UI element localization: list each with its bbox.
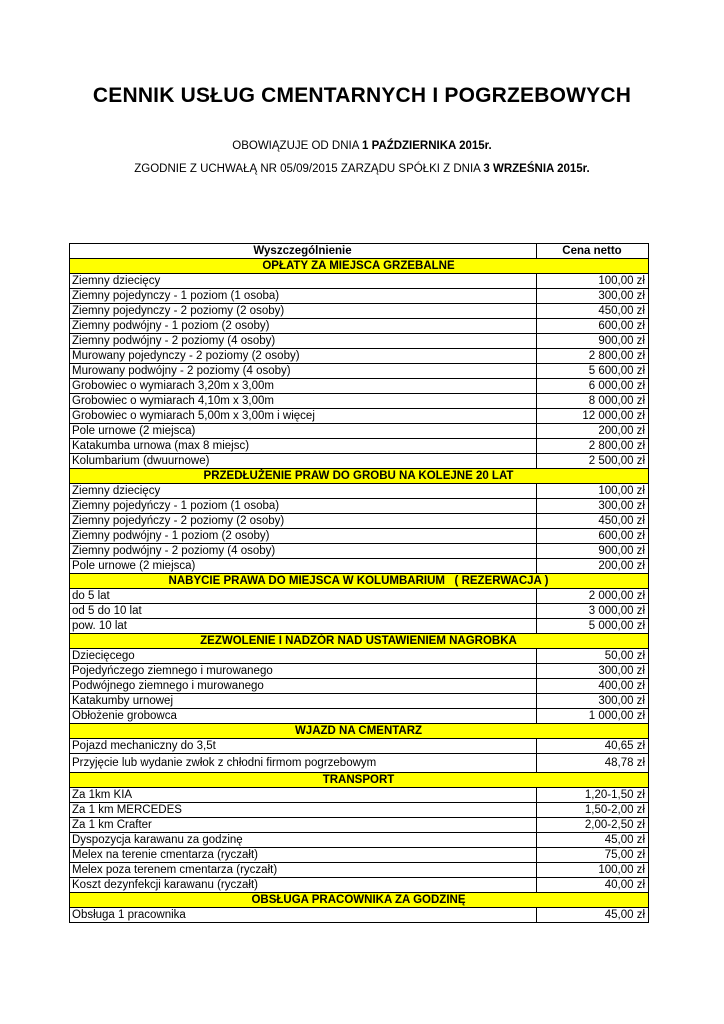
service-name-cell: Katakumba urnowa (max 8 miejsc) bbox=[70, 439, 537, 454]
table-row bbox=[70, 848, 649, 863]
section-header-row bbox=[70, 893, 649, 908]
table-row bbox=[70, 604, 649, 619]
section-header-row bbox=[70, 259, 649, 274]
service-name-cell: Ziemny pojedynczy - 2 poziomy (2 osoby) bbox=[70, 304, 537, 319]
service-name-cell: Przyjęcie lub wydanie zwłok z chłodni firmom pogrzebowym bbox=[70, 754, 537, 773]
service-name-cell: Grobowiec o wymiarach 4,10m x 3,00m bbox=[70, 394, 537, 409]
price-cell: 8 000,00 zł bbox=[537, 394, 649, 409]
service-name-cell: Ziemny dziecięcy bbox=[70, 274, 537, 289]
effective-date-prefix: OBOWIĄZUJE OD DNIA bbox=[232, 140, 362, 152]
price-cell: 12 000,00 zł bbox=[537, 409, 649, 424]
section-title: NABYCIE PRAWA DO MIEJSCA W KOLUMBARIUM ( REZERWACJA ) bbox=[70, 574, 649, 589]
table-row bbox=[70, 818, 649, 833]
price-cell: 2 000,00 zł bbox=[537, 589, 649, 604]
service-name-cell: Ziemny podwójny - 1 poziom (2 osoby) bbox=[70, 319, 537, 334]
service-name-cell: Pole urnowe (2 miejsca) bbox=[70, 559, 537, 574]
service-name-cell: Za 1 km Crafter bbox=[70, 818, 537, 833]
price-cell: 600,00 zł bbox=[537, 319, 649, 334]
table-row bbox=[70, 878, 649, 893]
price-cell: 400,00 zł bbox=[537, 679, 649, 694]
service-name-cell: Ziemny podwójny - 2 poziomy (4 osoby) bbox=[70, 334, 537, 349]
price-cell: 5 000,00 zł bbox=[537, 619, 649, 634]
service-name-cell: Grobowiec o wymiarach 5,00m x 3,00m i więcej bbox=[70, 409, 537, 424]
effective-date-line bbox=[0, 140, 724, 152]
service-name-cell: Ziemny dziecięcy bbox=[70, 484, 537, 499]
resolution-prefix: ZGODNIE Z UCHWAŁĄ NR 05/09/2015 ZARZĄDU SPÓŁKI Z DNIA bbox=[134, 163, 484, 175]
section-title: TRANSPORT bbox=[70, 773, 649, 788]
price-cell: 200,00 zł bbox=[537, 424, 649, 439]
service-name-cell: Ziemny podwójny - 2 poziomy (4 osoby) bbox=[70, 544, 537, 559]
table-row bbox=[70, 529, 649, 544]
table-row bbox=[70, 863, 649, 878]
table-row bbox=[70, 484, 649, 499]
section-title: OBSŁUGA PRACOWNIKA ZA GODZINĘ bbox=[70, 893, 649, 908]
service-name-cell: Ziemny pojedyńczy - 1 poziom (1 osoba) bbox=[70, 499, 537, 514]
table-row bbox=[70, 754, 649, 773]
price-cell: 100,00 zł bbox=[537, 274, 649, 289]
price-cell: 450,00 zł bbox=[537, 514, 649, 529]
table-row bbox=[70, 739, 649, 754]
service-name-cell: Ziemny pojedyńczy - 2 poziomy (2 osoby) bbox=[70, 514, 537, 529]
table-row bbox=[70, 619, 649, 634]
price-cell: 45,00 zł bbox=[537, 908, 649, 923]
table-row bbox=[70, 304, 649, 319]
table-row bbox=[70, 499, 649, 514]
table-row bbox=[70, 664, 649, 679]
table-row bbox=[70, 788, 649, 803]
section-title: ZEZWOLENIE I NADZÓR NAD USTAWIENIEM NAGROBKA bbox=[70, 634, 649, 649]
table-row bbox=[70, 709, 649, 724]
table-row bbox=[70, 379, 649, 394]
table-row bbox=[70, 409, 649, 424]
table-header-row bbox=[70, 244, 649, 259]
column-header-price: Cena netto bbox=[537, 244, 649, 259]
price-cell: 600,00 zł bbox=[537, 529, 649, 544]
price-cell: 300,00 zł bbox=[537, 289, 649, 304]
service-name-cell: Melex na terenie cmentarza (ryczałt) bbox=[70, 848, 537, 863]
price-cell: 900,00 zł bbox=[537, 334, 649, 349]
service-name-cell: od 5 do 10 lat bbox=[70, 604, 537, 619]
table-row bbox=[70, 833, 649, 848]
table-row bbox=[70, 649, 649, 664]
table-row bbox=[70, 544, 649, 559]
price-cell: 200,00 zł bbox=[537, 559, 649, 574]
price-cell: 48,78 zł bbox=[537, 754, 649, 773]
price-cell: 1 000,00 zł bbox=[537, 709, 649, 724]
price-cell: 1,50-2,00 zł bbox=[537, 803, 649, 818]
section-title: PRZEDŁUŻENIE PRAW DO GROBU NA KOLEJNE 20 LAT bbox=[70, 469, 649, 484]
table-row bbox=[70, 349, 649, 364]
price-cell: 1,20-1,50 zł bbox=[537, 788, 649, 803]
price-cell: 100,00 zł bbox=[537, 484, 649, 499]
section-title: OPŁATY ZA MIEJSCA GRZEBALNE bbox=[70, 259, 649, 274]
price-cell: 6 000,00 zł bbox=[537, 379, 649, 394]
table-row bbox=[70, 589, 649, 604]
price-cell: 75,00 zł bbox=[537, 848, 649, 863]
section-header-row bbox=[70, 634, 649, 649]
service-name-cell: Za 1 km MERCEDES bbox=[70, 803, 537, 818]
section-header-row bbox=[70, 574, 649, 589]
service-name-cell: Koszt dezynfekcji karawanu (ryczałt) bbox=[70, 878, 537, 893]
service-name-cell: Pole urnowe (2 miejsca) bbox=[70, 424, 537, 439]
service-name-cell: Ziemny podwójny - 1 poziom (2 osoby) bbox=[70, 529, 537, 544]
service-name-cell: Katakumby urnowej bbox=[70, 694, 537, 709]
column-header-item: Wyszczególnienie bbox=[70, 244, 537, 259]
service-name-cell: Ziemny pojedynczy - 1 poziom (1 osoba) bbox=[70, 289, 537, 304]
price-cell: 100,00 zł bbox=[537, 863, 649, 878]
table-row bbox=[70, 274, 649, 289]
price-cell: 450,00 zł bbox=[537, 304, 649, 319]
price-table bbox=[69, 243, 649, 923]
service-name-cell: Pojedyńczego ziemnego i murowanego bbox=[70, 664, 537, 679]
price-table-body bbox=[70, 244, 649, 923]
section-header-row bbox=[70, 724, 649, 739]
price-cell: 300,00 zł bbox=[537, 499, 649, 514]
section-header-row bbox=[70, 469, 649, 484]
table-row bbox=[70, 289, 649, 304]
table-row bbox=[70, 679, 649, 694]
price-cell: 50,00 zł bbox=[537, 649, 649, 664]
service-name-cell: Obsługa 1 pracownika bbox=[70, 908, 537, 923]
price-cell: 2,00-2,50 zł bbox=[537, 818, 649, 833]
table-row bbox=[70, 334, 649, 349]
table-row bbox=[70, 694, 649, 709]
price-cell: 3 000,00 zł bbox=[537, 604, 649, 619]
price-cell: 40,65 zł bbox=[537, 739, 649, 754]
section-title: WJAZD NA CMENTARZ bbox=[70, 724, 649, 739]
price-cell: 300,00 zł bbox=[537, 664, 649, 679]
service-name-cell: pow. 10 lat bbox=[70, 619, 537, 634]
effective-date: 1 PAŹDZIERNIKA 2015r. bbox=[361, 140, 492, 152]
service-name-cell: Dyspozycja karawanu za godzinę bbox=[70, 833, 537, 848]
service-name-cell: Dziecięcego bbox=[70, 649, 537, 664]
price-cell: 2 800,00 zł bbox=[537, 439, 649, 454]
price-cell: 40,00 zł bbox=[537, 878, 649, 893]
service-name-cell: Murowany podwójny - 2 poziomy (4 osoby) bbox=[70, 364, 537, 379]
table-row bbox=[70, 364, 649, 379]
document-title: CENNIK USŁUG CMENTARNYCH I POGRZEBOWYCH bbox=[92, 84, 632, 107]
table-row bbox=[70, 514, 649, 529]
table-row bbox=[70, 319, 649, 334]
price-cell: 900,00 zł bbox=[537, 544, 649, 559]
service-name-cell: Kolumbarium (dwuurnowe) bbox=[70, 454, 537, 469]
table-row bbox=[70, 424, 649, 439]
service-name-cell: do 5 lat bbox=[70, 589, 537, 604]
price-cell: 45,00 zł bbox=[537, 833, 649, 848]
price-cell: 2 800,00 zł bbox=[537, 349, 649, 364]
table-row bbox=[70, 439, 649, 454]
service-name-cell: Pojazd mechaniczny do 3,5t bbox=[70, 739, 537, 754]
table-row bbox=[70, 908, 649, 923]
table-row bbox=[70, 454, 649, 469]
service-name-cell: Za 1km KIA bbox=[70, 788, 537, 803]
resolution-line bbox=[0, 163, 724, 175]
resolution-date: 3 WRZEŚNIA 2015r. bbox=[483, 163, 590, 175]
table-row bbox=[70, 394, 649, 409]
service-name-cell: Obłożenie grobowca bbox=[70, 709, 537, 724]
service-name-cell: Murowany pojedynczy - 2 poziomy (2 osoby) bbox=[70, 349, 537, 364]
service-name-cell: Melex poza terenem cmentarza (ryczałt) bbox=[70, 863, 537, 878]
price-cell: 300,00 zł bbox=[537, 694, 649, 709]
table-row bbox=[70, 803, 649, 818]
service-name-cell: Podwójnego ziemnego i murowanego bbox=[70, 679, 537, 694]
table-row bbox=[70, 559, 649, 574]
price-cell: 2 500,00 zł bbox=[537, 454, 649, 469]
service-name-cell: Grobowiec o wymiarach 3,20m x 3,00m bbox=[70, 379, 537, 394]
price-cell: 5 600,00 zł bbox=[537, 364, 649, 379]
section-header-row bbox=[70, 773, 649, 788]
